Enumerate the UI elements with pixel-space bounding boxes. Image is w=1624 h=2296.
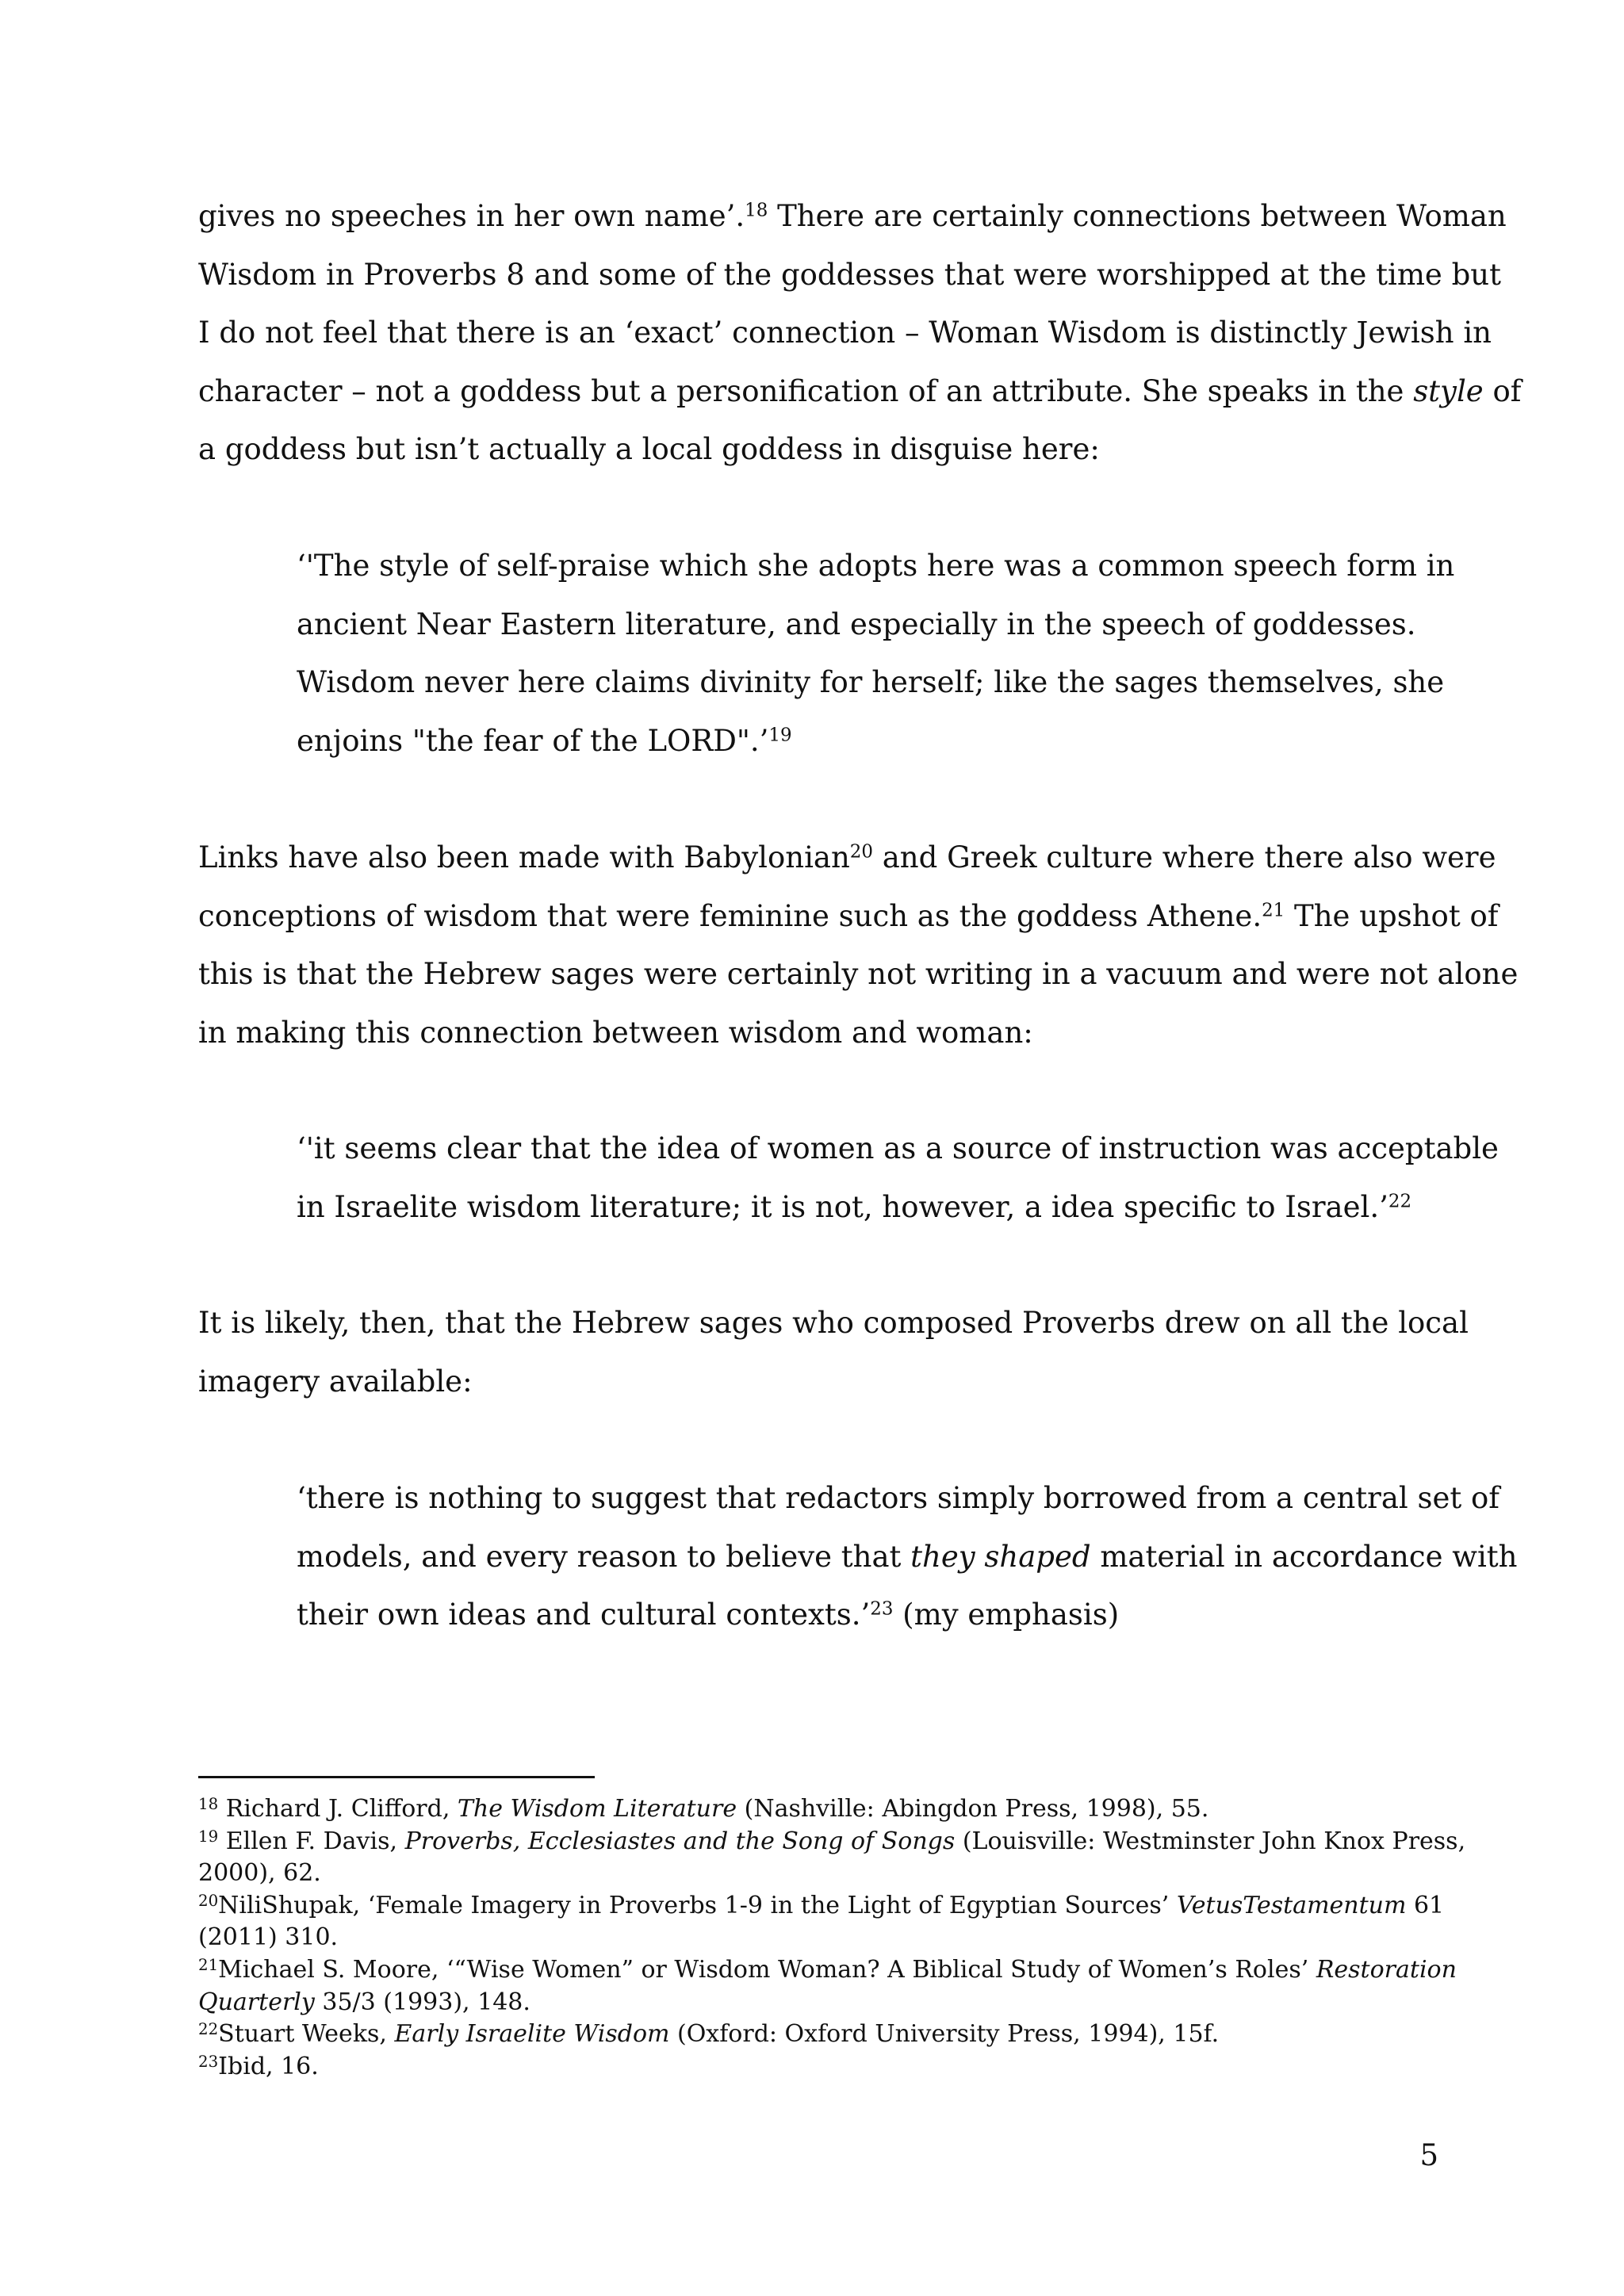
text-line: this is that the Hebrew sages were certainly not writing in a vacuum and were not alone: [198, 957, 1519, 991]
text-run: of: [1483, 373, 1522, 408]
text-run: (Oxford: Oxford University Press, 1994), 15f.: [669, 2020, 1220, 2049]
footnote-20: [198, 1890, 1451, 1954]
text-line: [198, 887, 1499, 946]
text-run: (Louisville: Westminster John Knox Press,: [955, 1827, 1466, 1855]
text-line: ‘'The style of self-praise which she adopts here was a common speech form in: [297, 549, 1455, 583]
footnote-number: 18: [198, 1795, 219, 1814]
text-line: in making this connection between wisdom and woman:: [198, 1015, 1033, 1050]
text-run: (my emphasis): [893, 1598, 1120, 1632]
text-line: ancient Near Eastern literature, and especially in the speech of goddesses.: [297, 607, 1416, 641]
text-run: their own ideas and cultural contexts.’: [297, 1598, 871, 1632]
body-paragraph-3: [198, 1294, 1469, 1410]
text-run: enjoins "the fear of the LORD".’: [297, 723, 769, 758]
text-run: conceptions of wisdom that were feminine such as the goddess Athene.: [198, 898, 1262, 933]
emphasis-text: The Wisdom Literature: [457, 1795, 737, 1823]
footnote-ref-19[interactable]: 19: [768, 724, 792, 745]
page-number: 5: [1419, 2138, 1438, 2172]
text-line: [198, 2051, 1451, 2084]
footnote-separator: [198, 1776, 595, 1778]
emphasis-text: Quarterly: [198, 1988, 315, 2016]
text-line: [297, 1528, 1518, 1586]
text-line: Wisdom in Proverbs 8 and some of the goddesses that were worshipped at the time but: [198, 257, 1501, 292]
text-run: Richard J. Clifford,: [218, 1795, 458, 1823]
text-line: [198, 1826, 1466, 1858]
footnote-19: [198, 1826, 1466, 1890]
text-run: in Israelite wisdom literature; it is not, however, a idea specific to Israel.’: [297, 1189, 1388, 1224]
text-run: Ibid, 16.: [218, 2052, 319, 2080]
emphasis-text: Early Israelite Wisdom: [394, 2020, 670, 2049]
text-line: [198, 1987, 1451, 2019]
footnote-number: 22: [198, 2020, 219, 2039]
footnotes: [198, 1793, 1466, 2083]
footnote-ref-21[interactable]: 21: [1262, 899, 1285, 920]
footnote-22: [198, 2019, 1451, 2051]
footnote-number: 23: [198, 2052, 219, 2071]
text-line: Wisdom never here claims divinity for herself; like the sages themselves, she: [297, 665, 1445, 699]
text-line: [198, 1954, 1457, 1987]
text-line: 2000), 62.: [198, 1859, 321, 1888]
text-run: Michael S. Moore, ‘“Wise Women” or Wisdom Woman? A Biblical Study of Women’s Roles’: [218, 1955, 1316, 1984]
text-run: models, and every reason to believe that: [297, 1539, 911, 1574]
text-line: ‘there is nothing to suggest that redactors simply borrowed from a central set of: [297, 1481, 1500, 1515]
footnote-21: [198, 1954, 1457, 2019]
text-line: [297, 1586, 1438, 1644]
text-run: 61: [1406, 1891, 1445, 1919]
text-run: The upshot of: [1285, 898, 1499, 933]
emphasis-text: style: [1413, 373, 1484, 408]
footnote-ref-22[interactable]: 22: [1388, 1190, 1412, 1211]
footnote-ref-23[interactable]: 23: [870, 1598, 894, 1620]
text-line: [198, 2019, 1451, 2051]
text-run: Links have also been made with Babylonian: [198, 840, 850, 874]
emphasis-text: they shaped: [910, 1539, 1091, 1574]
text-run: Stuart Weeks,: [218, 2020, 395, 2049]
footnote-number: 21: [198, 1956, 219, 1975]
text-run: material in accordance with: [1090, 1539, 1518, 1574]
text-run: Ellen F. Davis,: [218, 1827, 405, 1855]
emphasis-text: VetusTestamentum: [1176, 1891, 1407, 1919]
text-line: ‘'it seems clear that the idea of women as a source of instruction was acceptable: [297, 1131, 1499, 1165]
footnote-18: [198, 1793, 1451, 1826]
footnote-number: 20: [198, 1891, 219, 1910]
body-paragraph-2: [198, 828, 1519, 1062]
footnote-ref-20[interactable]: 20: [849, 841, 873, 863]
text-line: [198, 1890, 1451, 1923]
emphasis-text: Restoration: [1316, 1955, 1457, 1984]
text-run: character – not a goddess but a personification of an attribute. She speaks in the: [198, 373, 1414, 408]
footnote-ref-18[interactable]: 18: [745, 200, 768, 221]
text-run: and Greek culture where there also were: [872, 840, 1496, 874]
block-quote-2: [297, 1119, 1499, 1236]
text-run: gives no speeches in her own name’.: [198, 199, 745, 233]
emphasis-text: Proverbs, Ecclesiastes and the Song of Songs: [404, 1827, 956, 1855]
text-line: imagery available:: [198, 1364, 473, 1399]
text-line: [297, 1178, 1438, 1237]
text-line: a goddess but isn’t actually a local goddess in disguise here:: [198, 432, 1100, 466]
footnote-number: 19: [198, 1827, 219, 1846]
block-quote-1: [297, 537, 1455, 770]
text-line: [297, 712, 1438, 771]
text-run: (Nashville: Abingdon Press, 1998), 55.: [737, 1795, 1209, 1823]
text-line: It is likely, then, that the Hebrew sages who composed Proverbs drew on all the local: [198, 1306, 1469, 1340]
text-line: [198, 362, 1522, 421]
footnote-23: [198, 2051, 1451, 2084]
body-paragraph-1: [198, 187, 1522, 479]
block-quote-3: [297, 1469, 1518, 1644]
text-line: I do not feel that there is an ‘exact’ connection – Woman Wisdom is distinctly Jewish in: [198, 316, 1492, 350]
text-run: NiliShupak, ‘Female Imagery in Proverbs 1-9 in the Light of Egyptian Sources’: [218, 1891, 1177, 1919]
text-line: [198, 187, 1507, 246]
text-run: There are certainly connections between Woman: [768, 199, 1507, 233]
text-line: [198, 828, 1496, 887]
text-line: (2011) 310.: [198, 1923, 339, 1952]
text-run: 35/3 (1993), 148.: [314, 1988, 530, 2016]
text-line: [198, 1793, 1451, 1826]
